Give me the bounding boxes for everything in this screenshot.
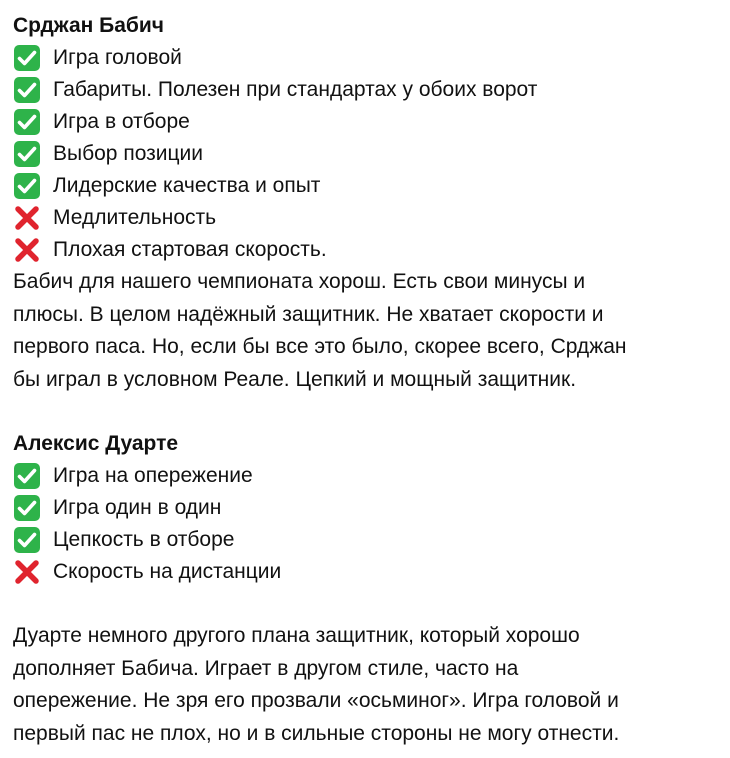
check-icon [13,526,41,554]
item-text: Габариты. Полезен при стандартах у обоих ворот [53,78,538,101]
cross-icon [13,204,41,232]
con-item [13,234,716,266]
pro-item [13,524,716,556]
con-item [13,556,716,588]
check-icon [13,140,41,168]
item-text: Цепкость в отборе [53,528,235,551]
paragraph-line: опережение. Не зря его прозвали «осьминог». Игра головой и [13,689,619,712]
check-icon [13,172,41,200]
item-text: Выбор позиции [53,142,203,165]
paragraph-line: первого паса. Но, если бы все это было, скорее всего, Срджан [13,335,627,358]
section2-paragraph [13,620,716,750]
section1-paragraph [13,266,716,396]
paragraph-line: Дуарте немного другого плана защитник, который хорошо [13,624,580,647]
paragraph-line: бы играл в условном Реале. Цепкий и мощный защитник. [13,367,577,391]
pro-item [13,170,716,202]
item-text: Скорость на дистанции [53,560,282,583]
paragraph-line: плюсы. В целом надёжный защитник. Не хватает скорости и [13,302,604,326]
section-spacer [13,588,716,620]
pro-item [13,42,716,74]
cross-icon [13,236,41,264]
check-icon [13,462,41,490]
paragraph-line: Бабич для нашего чемпионата хорош. Есть свои минусы и [13,270,586,293]
section-spacer [13,396,716,428]
item-text: Плохая стартовая скорость. [53,238,327,261]
check-icon [13,76,41,104]
check-icon [13,44,41,72]
item-text: Лидерские качества и опыт [53,174,321,197]
section2-title: Алексис Дуарте [13,432,179,455]
item-text: Игра на опережение [53,464,253,487]
item-text: Медлительность [53,206,217,229]
item-text: Игра в отборе [53,110,190,133]
paragraph-line: первый пас не плох, но и в сильные стороны не могу отнести. [13,721,620,745]
pro-item [13,106,716,138]
item-text: Игра один в один [53,496,222,519]
pro-item [13,460,716,492]
con-item [13,202,716,234]
section1-title: Срджан Бабич [13,14,164,37]
pro-item [13,138,716,170]
cross-icon [13,558,41,586]
check-icon [13,108,41,136]
paragraph-line: дополняет Бабича. Играет в другом стиле, часто на [13,656,519,680]
pro-item [13,74,716,106]
pro-item [13,492,716,524]
check-icon [13,494,41,522]
item-text: Игра головой [53,46,182,69]
